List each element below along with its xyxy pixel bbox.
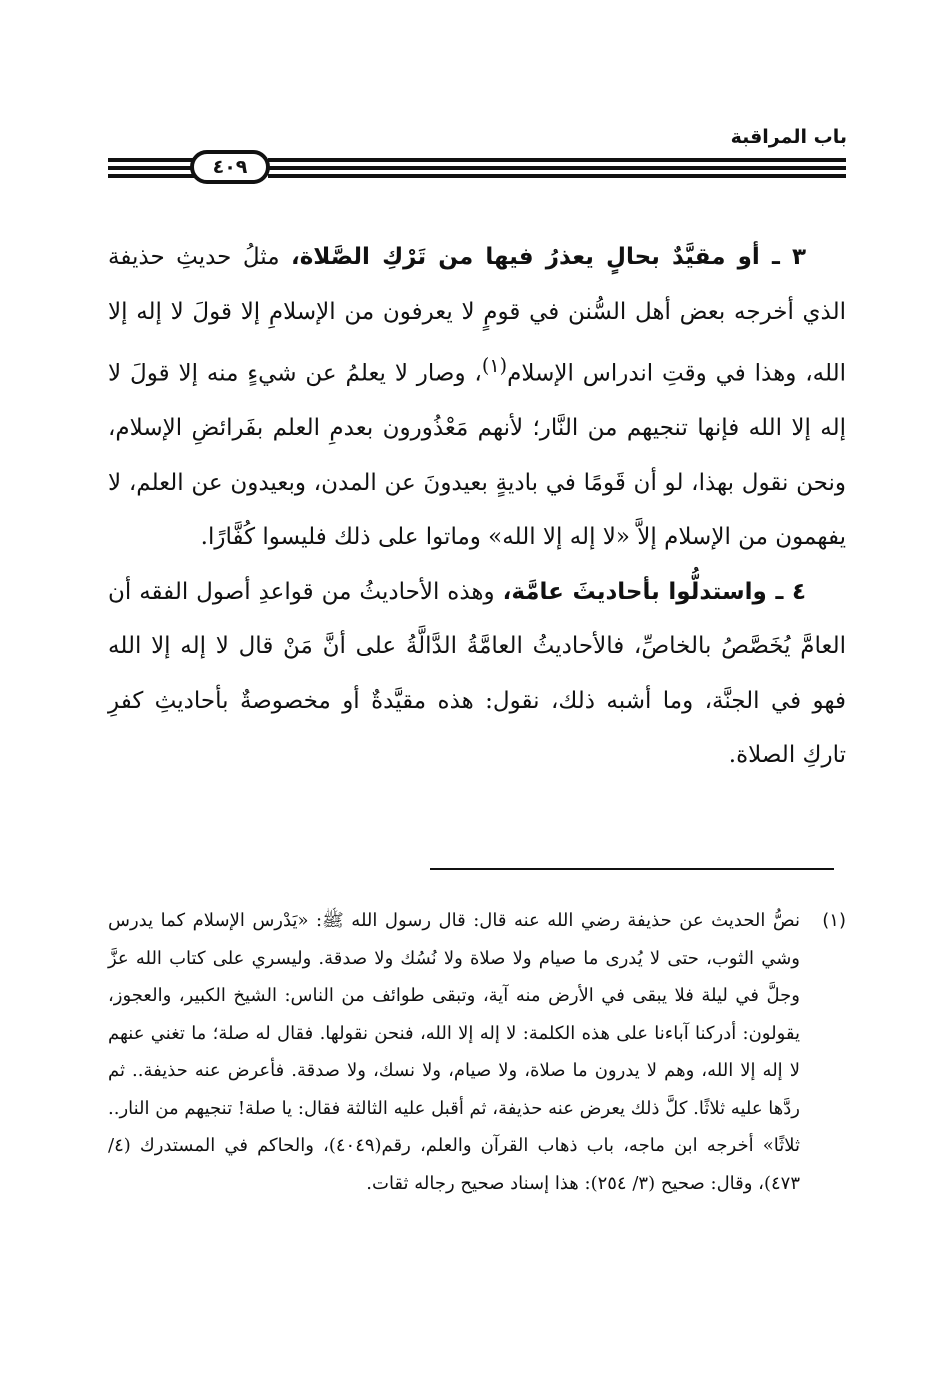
header-rule-line — [268, 158, 846, 162]
header-rule-line — [268, 166, 846, 170]
footnote-separator — [430, 868, 834, 870]
header-rule-line — [108, 158, 194, 162]
point-4-heading: ٤ ـ واستدلُّوا بأحاديثَ عامَّة، — [502, 578, 806, 605]
page-number: ٤٠٩ — [190, 150, 270, 184]
footnote-text: نصُّ الحديث عن حذيفة رضي الله عنه قال: قال رسول الله ﷺ: «يَدْرس الإسلام كما يدرس وشي الثوب، حتى لا يُدرى ما صيام ولا صلاة ولا نُسُك ولا صدقة. وليسري على كتاب الله عزَّ وجلَّ في ليلة فلا يبقى في الأرض منه آية، وتبقى طوائف من الناس: الشيخ الكبير، والعجوز، يقولون: أدركنا آباءنا على هذه الكلمة: لا إله إلا الله، فنحن نقولها. فقال له صلة؛ ما تغني عنهم لا إله إلا الله، وهم لا يدرون ما صلاة، ولا صيام، ولا نسك، ولا صدقة. فأعرض عنه حذيفة.. ثم ردَّها عليه ثلاثًا. كلَّ ذلك يعرض عنه حذيفة، ثم أقبل عليه الثالثة فقال: يا صلة! تنجيهم من النار.. ثلاثًا» أخرجه ابن ماجه، باب ذهاب القرآن والعلم، رقم(٤٠٤٩)، والحاكم في المستدرك (٤/ ٤٧٣)، وقال: صحيح (٣/ ٢٥٤): هذا إسناد صحيح رجاله ثقات. — [108, 910, 800, 1194]
main-text — [108, 230, 846, 783]
point-4-text: وهذه الأحاديثُ من قواعدِ أصول الفقه أن العامَّ يُخَصَّصُ بالخاصِّ، فالأحاديثُ العامَّةُ الدَّالَّةُ على أنَّ مَنْ قال لا إله إلا الله فهو في الجنَّة، وما أشبه ذلك، نقول: هذه مقيَّدةٌ أو مخصوصةٌ بأحاديثِ كفرِ تاركِ الصلاة. — [108, 578, 846, 769]
point-3-heading: ٣ ـ أو مقيَّدٌ بحالٍ يعذرُ فيها من تَرْكِ الصَّلاة، — [290, 244, 806, 270]
point-3-text: مثلُ حديثِ حذيفة الذي أخرجه بعض أهل السُّنن في قومٍ لا يعرفون من الإسلامِ إلا قولَ لا إله إلا الله، وهذا في وقتِ اندراس الإسلام — [108, 244, 846, 387]
point-3-text-continued: ، وصار لا يعلمُ عن شيءٍ منه إلا قولَ لا إله إلا الله فإنها تنجيهم من النَّار؛ لأنهم مَعْذُورون بعدمِ العلم بفَرائضِ الإسلام، ونحن نقول بهذا، لو أن قَومًا في باديةٍ بعيدونَ عن المدن، وبعيدون عن العلم، لا يفهمون من الإسلام إلاَّ «لا إله إلا الله» وماتوا على ذلك فليسوا كُفَّارًا. — [108, 360, 846, 551]
header-rule-left — [108, 158, 194, 178]
header-rule-right — [268, 158, 846, 178]
header-rule-line — [108, 174, 194, 178]
header-rule-line — [268, 174, 846, 178]
footnote-reference: (١) — [481, 354, 508, 377]
header-rule-line — [108, 166, 194, 170]
paragraph-point-3 — [108, 230, 846, 565]
footnote-marker: (١) — [822, 910, 846, 931]
footnote — [108, 902, 846, 1202]
running-header-chapter-title: باب المراقبة — [730, 126, 847, 148]
paragraph-point-4 — [108, 565, 846, 783]
